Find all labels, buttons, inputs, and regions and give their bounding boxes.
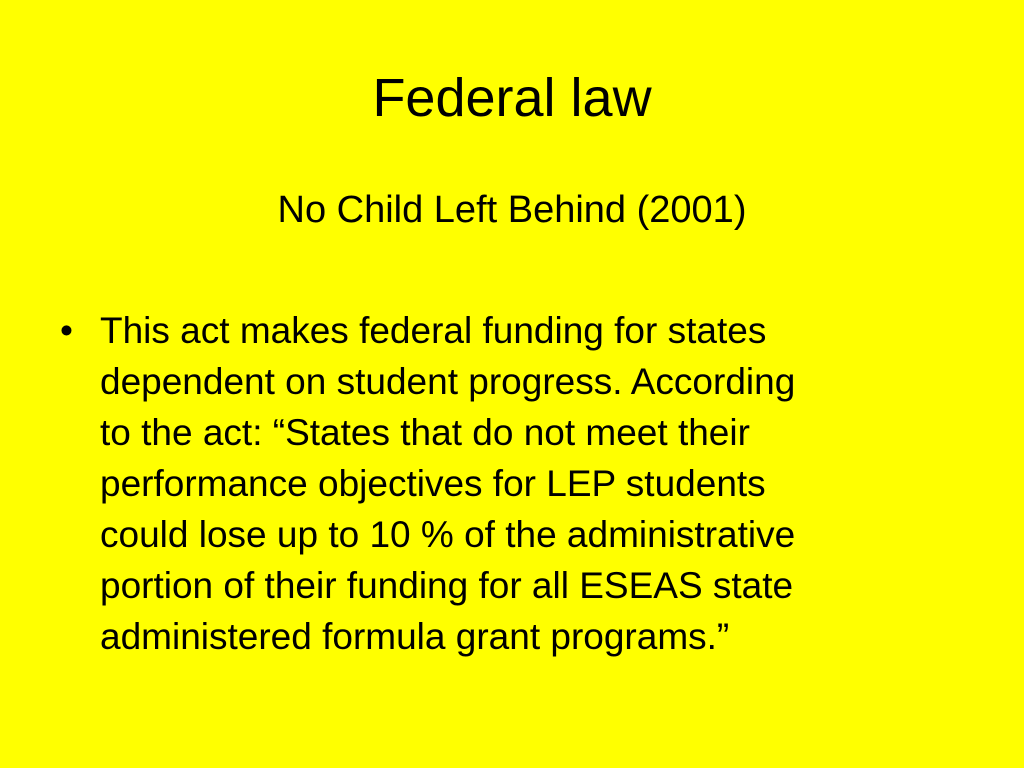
slide-title: Federal law — [372, 68, 652, 128]
bullet-line: administered formula grant programs.” — [100, 616, 730, 657]
bullet-marker: • — [60, 310, 73, 351]
bullet-line: could lose up to 10 % of the administrative — [100, 514, 796, 555]
bullet-item — [58, 305, 978, 662]
bullet-line: performance objectives for LEP students — [100, 463, 766, 504]
bullet-line: This act makes federal funding for states — [100, 310, 767, 351]
bullet-line: dependent on student progress. According — [100, 361, 796, 402]
bullet-line: portion of their funding for all ESEAS state — [100, 565, 794, 606]
bullet-line: to the act: “States that do not meet their — [100, 412, 750, 453]
slide-subtitle: No Child Left Behind (2001) — [277, 189, 747, 231]
bullet-list — [58, 305, 978, 662]
